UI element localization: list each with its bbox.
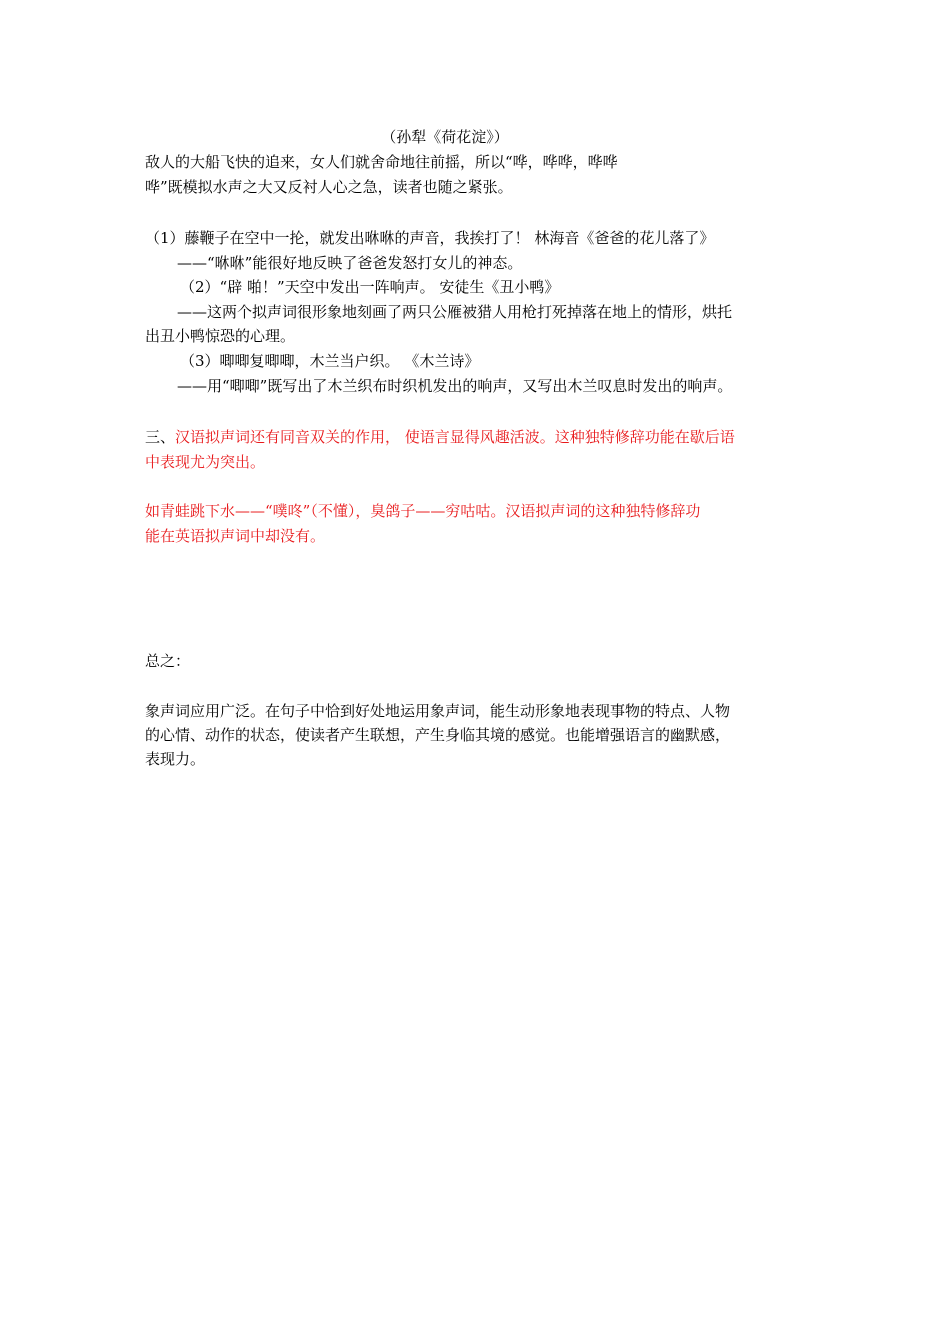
example-1-line: （1）藤鞭子在空中一抡，就发出咻咻的声音，我挨打了！ 林海音《爸爸的花儿落了》: [145, 229, 715, 247]
section-3-line-1-text: 汉语拟声词还有同音双关的作用， 使语言显得风趣活波。这种独特修辞功能在歇后语: [175, 428, 735, 446]
example-2-note-2: 出丑小鸭惊恐的心理。: [145, 327, 296, 345]
example-3-note: ——用“唧唧”既写出了木兰织布时织机发出的响声，又写出木兰叹息时发出的响声。: [177, 377, 733, 395]
example-3-line: （3）唧唧复唧唧，木兰当户织。 《木兰诗》: [180, 352, 480, 370]
intro-line-2: 哗”既模拟水声之大又反衬人心之急，读者也随之紧张。: [145, 178, 513, 196]
source-line: （孙犁《荷花淀》）: [381, 128, 509, 146]
summary-line-2: 的心情、动作的状态，使读者产生联想，产生身临其境的感觉。也能增强语言的幽默感，: [145, 726, 731, 744]
section-3-para-2-line-2: 能在英语拟声词中却没有。: [145, 527, 326, 545]
section-3-line-2: 中表现尤为突出。: [145, 453, 266, 471]
section-3-prefix: 三、: [145, 428, 176, 446]
example-2-note-1: ——这两个拟声词很形象地刻画了两只公雁被猎人用枪打死掉落在地上的情形，烘托: [177, 303, 733, 321]
section-3-line-1: [145, 426, 815, 448]
example-2-line: （2）“辟 啪！”天空中发出一阵响声。 安徒生《丑小鸭》: [180, 278, 560, 296]
intro-line-1: 敌人的大船飞快的追来，女人们就舍命地往前摇，所以“哗，哗哗，哗哗: [145, 153, 618, 171]
summary-line-1: 象声词应用广泛。在句子中恰到好处地运用象声词，能生动形象地表现事物的特点、人物: [145, 702, 731, 720]
section-3-para-2-line-1: 如青蛙跳下水——“噗咚”（不懂），臭鸽子——穷咕咕。汉语拟声词的这种独特修辞功: [145, 502, 701, 520]
summary-heading: 总之：: [145, 652, 191, 670]
summary-line-3: 表现力。: [145, 750, 206, 768]
example-1-note: ——“咻咻”能很好地反映了爸爸发怒打女儿的神态。: [177, 254, 523, 272]
